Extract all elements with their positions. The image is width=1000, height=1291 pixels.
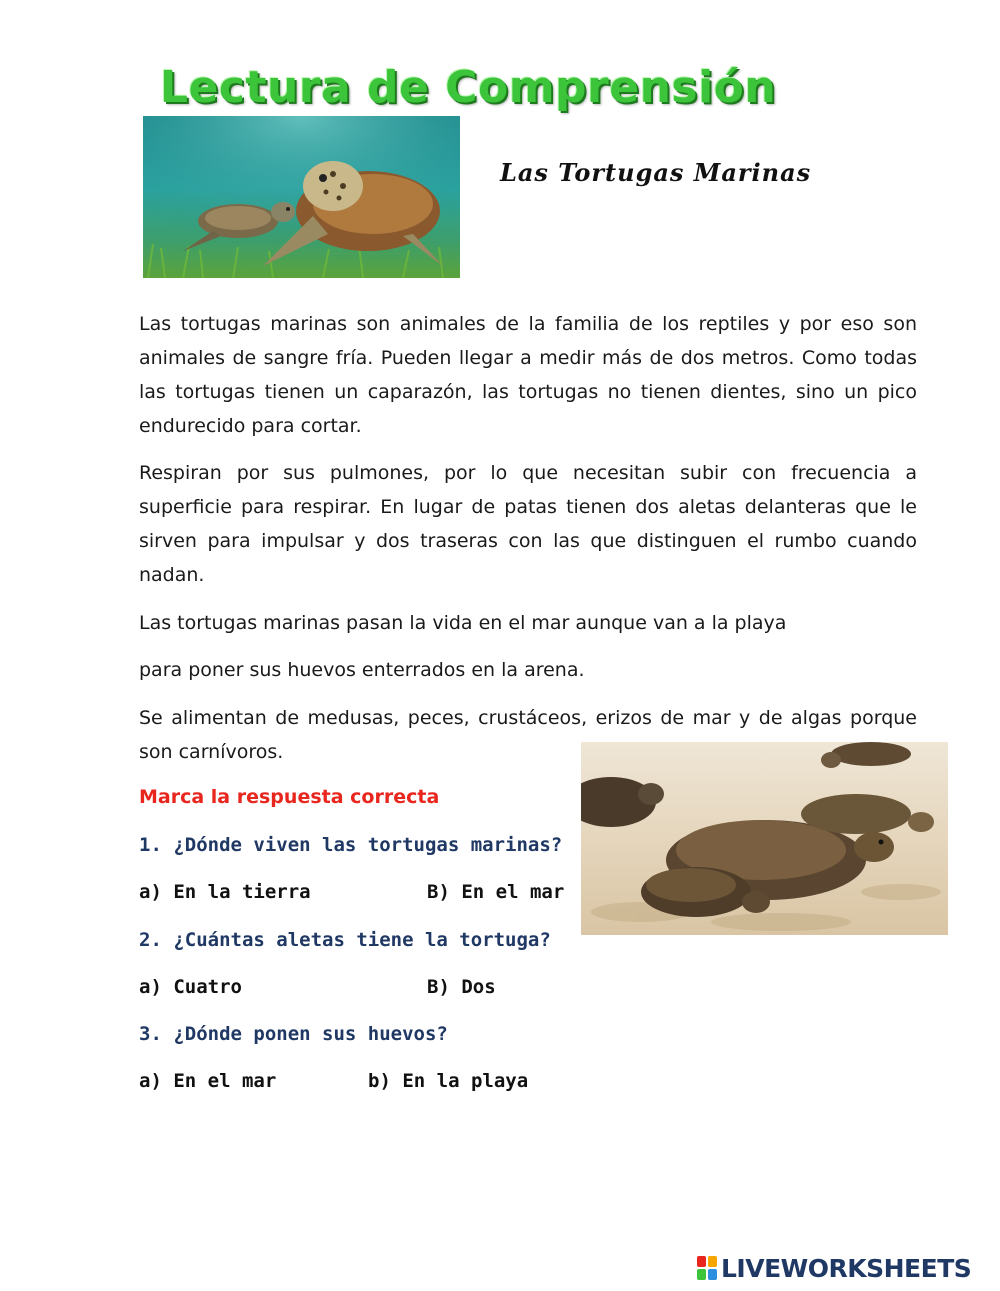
liveworksheets-logo-icon [697, 1256, 717, 1280]
worksheet-subtitle: Las Tortugas Marinas [500, 158, 812, 187]
reading-paragraph-4: para poner sus huevos enterrados en la arena. [139, 659, 585, 681]
liveworksheets-logo [697, 1253, 971, 1283]
question-3-option-b[interactable]: b) En la playa [368, 1070, 529, 1092]
question-2-option-a[interactable]: a) Cuatro [139, 976, 242, 998]
reading-paragraph-5: Se alimentan de medusas, peces, crustáceos, erizos de mar y de algas porque son carnívoros. [139, 707, 917, 763]
question-1-option-a[interactable]: a) En la tierra [139, 881, 311, 903]
sea-turtles-underwater-photo [143, 116, 460, 278]
liveworksheets-brand-text: LIVEWORKSHEETS [721, 1253, 972, 1283]
quiz-instruction: Marca la respuesta correcta [139, 786, 440, 808]
question-3: 3. ¿Dónde ponen sus huevos? [139, 1023, 448, 1045]
reading-paragraph-1: Las tortugas marinas son animales de la familia de los reptiles y por eso son animales de sangre fría. Pueden llegar a medir más de dos metros. Como todas las tortugas tienen un caparazón, las tortugas no tienen dientes, sino un pico endurecido para cortar. [139, 313, 917, 437]
question-2: 2. ¿Cuántas aletas tiene la tortuga? [139, 929, 551, 951]
question-1-option-b[interactable]: B) En el mar [427, 881, 565, 903]
worksheet-title: Lectura de Comprensión [160, 62, 777, 113]
reading-paragraph-3: Las tortugas marinas pasan la vida en el mar aunque van a la playa [139, 612, 787, 634]
sea-turtles-beach-photo [581, 742, 948, 935]
reading-paragraph-2: Respiran por sus pulmones, por lo que necesitan subir con frecuencia a superficie para respirar. En lugar de patas tienen dos aletas delanteras que le sirven para impulsar y dos traseras con las que distinguen el rumbo cuando nadan. [139, 462, 917, 586]
question-2-option-b[interactable]: B) Dos [427, 976, 496, 998]
question-1: 1. ¿Dónde viven las tortugas marinas? [139, 834, 563, 856]
question-3-option-a[interactable]: a) En el mar [139, 1070, 277, 1092]
